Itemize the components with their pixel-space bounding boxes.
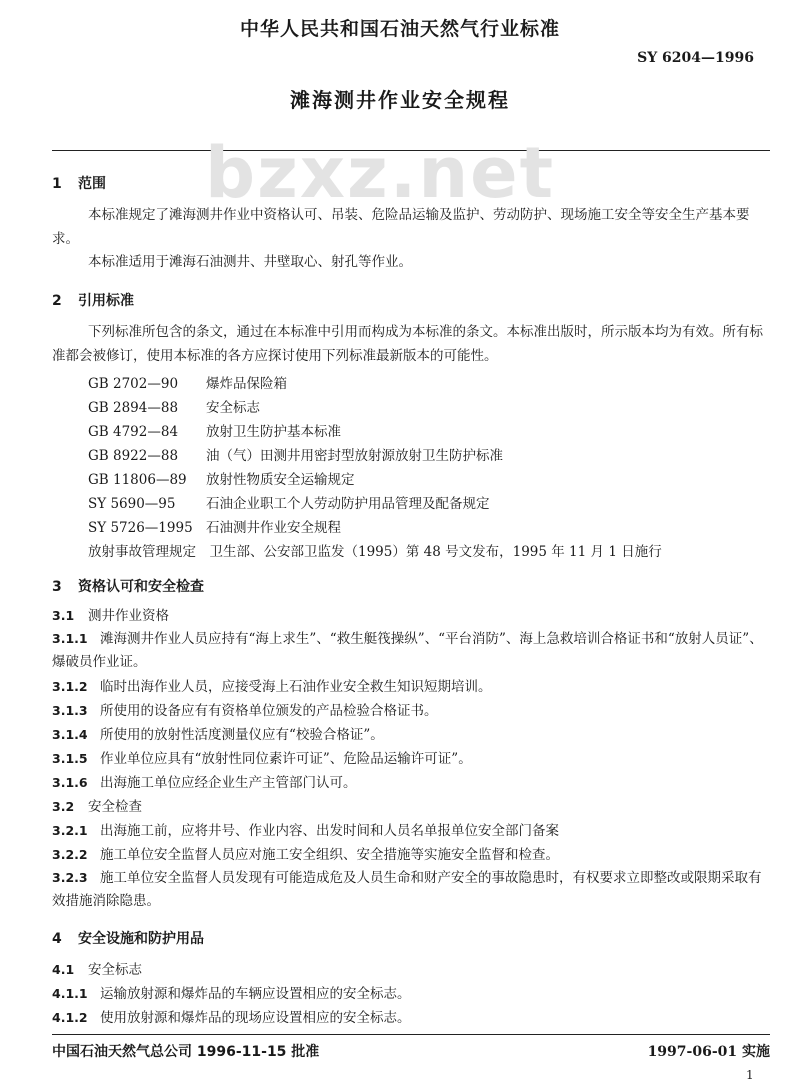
section-1-para-2: 本标准适用于滩海石油测井、井壁取心、射孔等作业。: [88, 254, 412, 270]
clause-3-1-1: [52, 627, 770, 674]
clause-number: 4.1: [52, 962, 75, 977]
reference-entry: [88, 468, 355, 488]
reference-entry: [88, 420, 341, 440]
reference-entry: [88, 372, 287, 392]
clause-number: 3.2: [52, 799, 75, 814]
clause-number: 4.1.2: [52, 1010, 88, 1025]
reference-name: 安全标志: [206, 400, 260, 416]
clause-number: 3.2.1: [52, 823, 88, 838]
clause-text: 使用放射源和爆炸品的现场应设置相应的安全标志。: [100, 1010, 411, 1026]
clause-text: 出海施工单位应经企业生产主管部门认可。: [100, 775, 357, 791]
clause-3-2-2: [52, 843, 770, 867]
clause-number: 3.1.1: [52, 631, 88, 646]
clause-number: 3.1.5: [52, 751, 88, 766]
section-2-para-1: 下列标准所包含的条文，通过在本标准中引用而构成为本标准的条文。本标准出版时，所示版本均为有效。所有标准都会被修订，使用本标准的各方应探讨使用下列标准最新版本的可能性。: [52, 324, 763, 364]
reference-code: GB 11806—89: [88, 472, 187, 488]
effective-date: 1997-06-01 实施: [647, 1044, 770, 1060]
document-title: 滩海测井作业安全规程: [290, 88, 510, 112]
page-number: 1: [746, 1068, 754, 1082]
section-2-heading: [52, 290, 134, 310]
clause-number: 3.1.2: [52, 679, 88, 694]
reference-name: 油（气）田测井用密封型放射源放射卫生防护标准: [206, 448, 503, 464]
issuing-body-title: 中华人民共和国石油天然气行业标准: [239, 18, 560, 40]
footer-rule: [52, 1034, 770, 1035]
reference-code: SY 5726—1995: [88, 520, 193, 536]
clause-text: 作业单位应具有“放射性同位素许可证”、危险品运输许可证”。: [100, 751, 472, 767]
clause-3-1: [52, 604, 770, 628]
clause-text: 安全标志: [88, 962, 142, 978]
section-number: 3: [52, 579, 62, 595]
reference-name: 石油测井作业安全规程: [206, 520, 341, 536]
clause-text: 滩海测井作业人员应持有“海上求生”、“救生艇筏操纵”、“平台消防”、海上急救培训合格证书和“放射人员证”、爆破员作业证。: [52, 631, 763, 670]
reference-code: GB 4792—84: [88, 424, 179, 440]
reference-entry: [88, 396, 260, 416]
section-1-heading: [52, 173, 106, 193]
reference-code: SY 5690—95: [88, 496, 176, 512]
section-title: 资格认可和安全检查: [78, 579, 204, 595]
reference-entry-regulation: 放射事故管理规定 卫生部、公安部卫监发（1995）第 48 号文发布，1995 年 11 月 1 日施行: [88, 544, 662, 560]
reference-name: 爆炸品保险箱: [206, 376, 287, 392]
reference-code: GB 8922—88: [88, 448, 179, 464]
clause-3-1-2: [52, 675, 770, 699]
clause-text: 临时出海作业人员，应接受海上石油作业安全救生知识短期培训。: [100, 679, 492, 695]
reference-code: GB 2702—90: [88, 376, 179, 392]
clause-text: 运输放射源和爆炸品的车辆应设置相应的安全标志。: [100, 986, 411, 1002]
clause-number: 3.2.2: [52, 847, 88, 862]
section-3-heading: [52, 576, 204, 596]
clause-text: 出海施工前，应将井号、作业内容、出发时间和人员名单报单位安全部门备案: [100, 823, 559, 839]
section-1-para-1: 本标准规定了滩海测井作业中资格认可、吊装、危险品运输及监护、劳动防护、现场施工安全等安全生产基本要求。: [52, 207, 750, 247]
clause-3-2: [52, 795, 770, 819]
clause-4-1-2: [52, 1006, 770, 1030]
clause-4-1-1: [52, 982, 770, 1006]
section-number: 2: [52, 293, 62, 309]
reference-name: 放射卫生防护基本标准: [206, 424, 341, 440]
clause-number: 3.1.3: [52, 703, 88, 718]
section-title: 安全设施和防护用品: [78, 931, 204, 947]
clause-number: 3.2.3: [52, 870, 88, 885]
clause-3-1-4: [52, 723, 770, 747]
section-title: 引用标准: [78, 293, 134, 309]
section-number: 4: [52, 931, 62, 947]
clause-text: 测井作业资格: [88, 608, 169, 624]
approval-date: 中国石油天然气总公司 1996-11-15 批准: [52, 1044, 320, 1060]
reference-entry: [88, 492, 490, 512]
clause-4-1: [52, 958, 770, 982]
clause-3-1-6: [52, 771, 770, 795]
section-title: 范围: [78, 176, 106, 192]
clause-text: 所使用的放射性活度测量仪应有“校验合格证”。: [100, 727, 384, 743]
clause-number: 4.1.1: [52, 986, 88, 1001]
reference-code: GB 2894—88: [88, 400, 179, 416]
clause-number: 3.1.6: [52, 775, 88, 790]
clause-number: 3.1.4: [52, 727, 88, 742]
clause-text: 所使用的设备应有有资格单位颁发的产品检验合格证书。: [100, 703, 438, 719]
clause-3-1-3: [52, 699, 770, 723]
clause-number: 3.1: [52, 608, 75, 623]
standard-code: SY 6204—1996: [637, 50, 754, 66]
clause-text: 安全检查: [88, 799, 142, 815]
reference-name: 石油企业职工个人劳动防护用品管理及配备规定: [206, 496, 490, 512]
watermark: bzxz.net: [205, 132, 556, 214]
section-number: 1: [52, 176, 62, 192]
clause-3-1-5: [52, 747, 770, 771]
clause-3-2-3: [52, 866, 770, 913]
reference-entry: [88, 516, 341, 536]
section-4-heading: [52, 928, 204, 948]
clause-text: 施工单位安全监督人员应对施工安全组织、安全措施等实施安全监督和检查。: [100, 847, 559, 863]
clause-text: 施工单位安全监督人员发现有可能造成危及人员生命和财产安全的事故隐患时，有权要求立即整改或限期采取有效措施消除隐患。: [52, 870, 762, 909]
clause-3-2-1: [52, 819, 770, 843]
reference-entry: [88, 444, 503, 464]
reference-name: 放射性物质安全运输规定: [206, 472, 355, 488]
